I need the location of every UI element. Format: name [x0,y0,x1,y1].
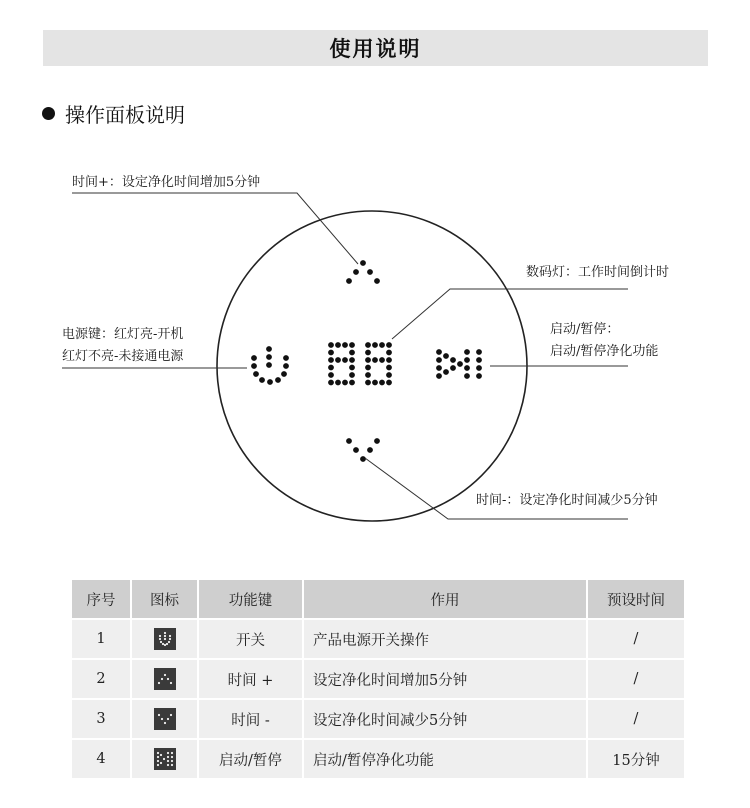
led-dot [436,373,442,379]
led-dot [386,357,392,363]
power-icon [154,628,176,650]
section-heading-text: 操作面板说明 [65,102,185,127]
led-dot [342,380,348,386]
led-dot [374,278,380,284]
led-dot [476,365,482,371]
led-dot [365,357,371,363]
led-dot [367,269,373,275]
led-dot [436,349,442,355]
led-dot [267,379,273,385]
led-dot [159,754,161,756]
led-dot [379,357,385,363]
led-dot [379,380,385,386]
led-dot [163,674,165,676]
led-dot [342,342,348,348]
led-dot [166,764,168,766]
led-dot [349,372,355,378]
callout-start-pause-line1: 启动/暂停： [550,322,620,337]
led-dot [259,377,265,383]
led-dot [436,365,442,371]
callout-power-line1: 电源键：红灯亮-开机 [62,327,184,342]
row-key: 时间 - [198,699,303,739]
led-dot [386,342,392,348]
led-dot [328,365,334,371]
led-dot [266,346,272,352]
time-plus-icon [346,260,380,284]
led-dot [166,756,168,758]
led-dot [163,722,165,724]
led-dot [372,357,378,363]
row-function: 产品电源开关操作 [303,619,587,659]
row-no: 3 [71,699,131,739]
table-row [71,739,685,779]
led-dot [251,355,257,361]
led-dot [170,756,172,758]
led-dot [365,342,371,348]
header-function: 作用 [303,579,587,619]
led-dot [476,349,482,355]
led-dot [386,372,392,378]
row-function: 设定净化时间增加5分钟 [303,659,587,699]
icon-tile [154,668,176,690]
row-key: 开关 [198,619,303,659]
led-dot [464,349,470,355]
header-preset: 预设时间 [587,579,685,619]
led-dot [283,363,289,369]
row-no: 2 [71,659,131,699]
callout-display: 数码灯：工作时间倒计时 [526,265,670,280]
led-dot [266,362,272,368]
time-minus-icon [154,708,176,730]
time-plus-icon [154,668,176,690]
led-dot [335,342,341,348]
led-dot [464,373,470,379]
table-row [71,699,685,739]
led-dot [169,714,171,716]
led-dot [156,756,158,758]
led-dot [457,361,463,367]
row-preset: / [587,659,685,699]
led-dot [353,269,359,275]
led-dot [159,641,161,643]
led-dot [161,643,163,645]
play-pause-icon [154,748,176,770]
control-panel-diagram [0,140,750,540]
led-dot [335,380,341,386]
led-dot [367,447,373,453]
led-dot [365,350,371,356]
led-dot [168,635,170,637]
led-dot [158,638,160,640]
led-dot [450,365,456,371]
led-dot [349,350,355,356]
led-dot [157,682,159,684]
led-dot [328,372,334,378]
time-minus-icon [346,438,380,462]
led-dot [353,447,359,453]
table-row [71,619,685,659]
led-dot [349,380,355,386]
led-dot [349,365,355,371]
led-dot [169,682,171,684]
row-no: 4 [71,739,131,779]
digit-display [328,342,392,385]
row-key: 时间 + [198,659,303,699]
table-row [71,659,685,699]
row-preset: / [587,699,685,739]
led-dot [349,342,355,348]
led-dot [165,643,167,645]
led-dot [166,752,168,754]
power-icon [251,346,289,385]
row-function: 启动/暂停净化功能 [303,739,587,779]
led-dot [163,638,165,640]
led-dot [159,762,161,764]
led-dot [372,342,378,348]
led-dot [163,635,165,637]
led-dot [157,714,159,716]
callout-time-plus: 时间+：设定净化时间增加5分钟 [72,175,261,190]
row-key: 启动/暂停 [198,739,303,779]
row-preset: / [587,619,685,659]
led-dot [464,365,470,371]
header-icon: 图标 [131,579,198,619]
led-dot [156,764,158,766]
table-header-row [71,579,685,619]
led-dot [386,365,392,371]
led-dot [166,678,168,680]
callout-line-time-plus [72,193,358,264]
led-dot [379,342,385,348]
led-dot [160,718,162,720]
led-dot [275,377,281,383]
led-dot [365,365,371,371]
function-table [70,578,686,780]
row-function: 设定净化时间减少5分钟 [303,699,587,739]
led-dot [443,369,449,375]
section-heading [42,98,185,128]
led-dot [328,350,334,356]
led-dot [253,371,259,377]
led-dot [156,760,158,762]
led-dot [162,758,164,760]
led-dot [170,764,172,766]
led-dot [281,371,287,377]
header-no: 序号 [71,579,131,619]
row-preset: 15分钟 [587,739,685,779]
led-dot [328,380,334,386]
led-dot [476,357,482,363]
led-dot [163,632,165,634]
led-dot [166,718,168,720]
led-dot [374,438,380,444]
led-dot [168,638,170,640]
led-dot [170,752,172,754]
led-dot [476,373,482,379]
led-dot [365,372,371,378]
row-no: 1 [71,619,131,659]
led-dot [360,260,366,266]
led-dot [170,760,172,762]
led-dot [342,357,348,363]
bullet-icon [42,107,55,120]
led-dot [158,635,160,637]
led-dot [251,363,257,369]
led-dot [166,760,168,762]
led-dot [365,380,371,386]
led-dot [386,380,392,386]
led-dot [328,357,334,363]
led-dot [160,678,162,680]
led-dot [163,644,165,646]
play-pause-icon [436,349,482,379]
led-dot [436,357,442,363]
callout-line-time-minus [365,458,628,519]
led-dot [346,278,352,284]
callout-time-minus: 时间-：设定净化时间减少5分钟 [476,493,658,508]
led-dot [450,357,456,363]
page-title: 使用说明 [329,37,422,61]
led-dot [346,438,352,444]
led-dot [360,456,366,462]
led-dot [266,354,272,360]
callout-power-line2: 红灯不亮-未接通电源 [62,349,184,364]
led-dot [283,355,289,361]
led-dot [349,357,355,363]
title-bar [43,30,708,66]
header-key: 功能键 [198,579,303,619]
led-dot [386,350,392,356]
led-dot [335,357,341,363]
led-dot [443,353,449,359]
callout-start-pause-line2: 启动/暂停净化功能 [550,344,659,359]
icon-tile [154,708,176,730]
led-dot [156,752,158,754]
led-dot [167,641,169,643]
led-dot [372,380,378,386]
led-dot [328,342,334,348]
led-dot [464,357,470,363]
